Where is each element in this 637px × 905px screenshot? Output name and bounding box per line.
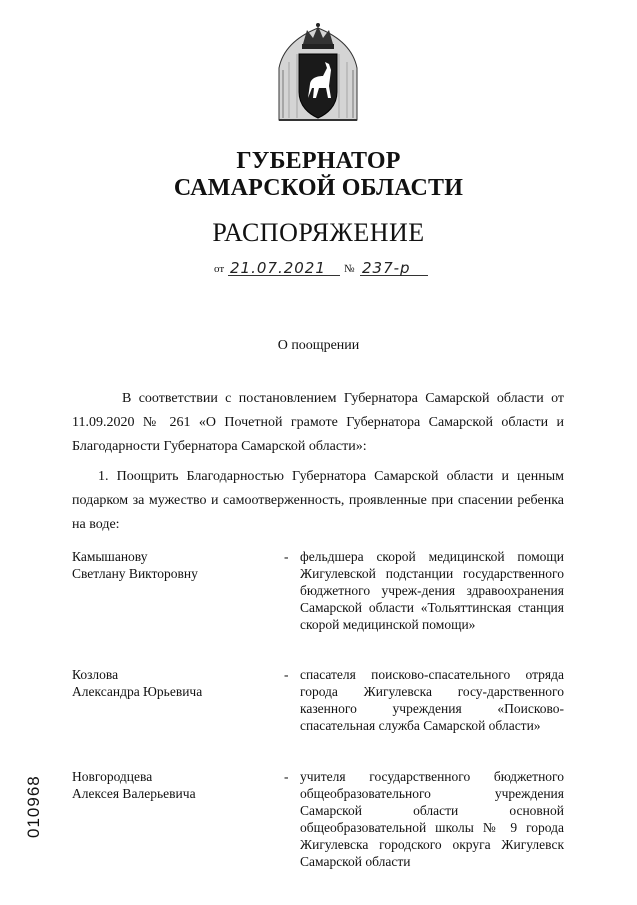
item-1-paragraph: 1. Поощрить Благодарностью Губернатора Самарской области и ценным подарком за мужество и самоотверженность, проявленные при спасении ребенка на воде: xyxy=(72,469,564,532)
awardee-description: спасателя поисково-спасательного отряда города Жигулевска госу-дарственного казенного учреждения «Поисково-спасательная служба Самарской области» xyxy=(300,667,564,733)
document-subject: О поощрении xyxy=(277,338,360,353)
document-type-heading: РАСПОРЯЖЕНИЕ xyxy=(212,218,425,247)
awardee-surname: Камышанову xyxy=(72,549,148,564)
date-value: 21.07.2021 xyxy=(230,259,326,277)
awardee-name xyxy=(72,666,272,700)
serial-number-stamp: 010968 xyxy=(24,775,43,839)
awardee-description: фельдшера скорой медицинской помощи Жигулевской подстанции государственного бюджетного учреж-дения здравоохранения Самарской области «Тольяттинская станция скорой медицинской помощи» xyxy=(300,549,564,632)
coat-of-arms-icon xyxy=(273,22,363,130)
organization-title-line1: ГУБЕРНАТОР xyxy=(236,148,401,174)
entry-dash: - xyxy=(284,769,289,784)
preamble-paragraph: В соответствии с постановлением Губернатора Самарской области от 11.09.2020 № 261 «О Почетной грамоте Губернатора Самарской области и Благодарности Губернатора Самарской области»: xyxy=(72,391,564,454)
organization-title-line2: САМАРСКОЙ ОБЛАСТИ xyxy=(173,175,464,201)
awardee-name xyxy=(72,548,272,582)
entry-dash: - xyxy=(284,667,289,682)
date-prefix: от xyxy=(214,263,225,275)
awardee-surname: Новгородцева xyxy=(72,769,153,784)
awardee-given-names: Светлану Викторовну xyxy=(72,566,198,581)
awardee-name xyxy=(72,768,272,802)
entry-dash: - xyxy=(284,549,289,564)
awardee-given-names: Александра Юрьевича xyxy=(72,684,203,699)
awardee-given-names: Алексея Валерьевича xyxy=(72,786,196,801)
number-value: 237-р xyxy=(362,259,411,277)
awardee-surname: Козлова xyxy=(72,667,119,682)
number-prefix: № xyxy=(344,263,355,275)
date-number-line xyxy=(214,256,444,280)
awardee-description: учителя государственного бюджетного общеобразовательного учреждения Самарской области основной общеобразовательной школы № 9 города Жигулевска городского округа Жигулевск Самарской области xyxy=(300,769,564,869)
